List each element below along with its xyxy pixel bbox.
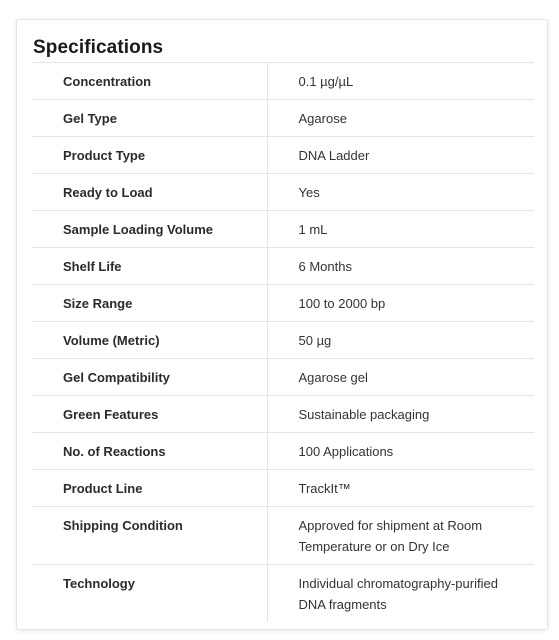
spec-label: Concentration: [32, 63, 267, 100]
specifications-table: [32, 62, 534, 622]
spec-value: 6 Months: [298, 259, 352, 274]
spec-label: Technology: [32, 565, 267, 623]
spec-label: Product Line: [32, 470, 267, 507]
spec-row-no-of-reactions: [32, 433, 534, 470]
spec-value: Agarose: [298, 111, 347, 126]
spec-label: Ready to Load: [32, 174, 267, 211]
spec-value: Yes: [298, 185, 320, 200]
spec-row-shipping-condition: [32, 507, 534, 565]
spec-value: Individual chromatography-purified DNA fragments: [298, 576, 498, 612]
spec-value: 100 Applications: [298, 444, 394, 459]
spec-label: Product Type: [32, 137, 267, 174]
spec-row-ready-to-load: [32, 174, 534, 211]
spec-label: Volume (Metric): [32, 322, 267, 359]
spec-label: No. of Reactions: [32, 433, 267, 470]
spec-row-product-line: [32, 470, 534, 507]
spec-label: Size Range: [32, 285, 267, 322]
spec-row-size-range: [32, 285, 534, 322]
spec-label: Shipping Condition: [32, 507, 267, 565]
spec-label: Gel Type: [32, 100, 267, 137]
spec-row-concentration: [32, 63, 534, 100]
section-title: Specifications: [33, 37, 164, 58]
spec-value: Sustainable packaging: [298, 407, 430, 422]
spec-row-volume-metric: [32, 322, 534, 359]
spec-label: Shelf Life: [32, 248, 267, 285]
specifications-card: [16, 19, 548, 630]
spec-row-gel-compatibility: [32, 359, 534, 396]
spec-value: 0.1 µg/µL: [298, 74, 354, 89]
spec-value: Agarose gel: [298, 370, 368, 385]
spec-row-product-type: [32, 137, 534, 174]
spec-value: 50 µg: [298, 333, 332, 348]
spec-row-gel-type: [32, 100, 534, 137]
spec-label: Sample Loading Volume: [32, 211, 267, 248]
spec-value: Approved for shipment at Room Temperature or on Dry Ice: [298, 518, 483, 554]
spec-value: 1 mL: [298, 222, 328, 237]
spec-row-technology: [32, 565, 534, 623]
spec-row-sample-loading-volume: [32, 211, 534, 248]
spec-row-shelf-life: [32, 248, 534, 285]
spec-row-green-features: [32, 396, 534, 433]
spec-label: Green Features: [32, 396, 267, 433]
spec-value: 100 to 2000 bp: [298, 296, 386, 311]
spec-value: DNA Ladder: [298, 148, 370, 163]
spec-label: Gel Compatibility: [32, 359, 267, 396]
spec-value: TrackIt™: [298, 481, 351, 496]
